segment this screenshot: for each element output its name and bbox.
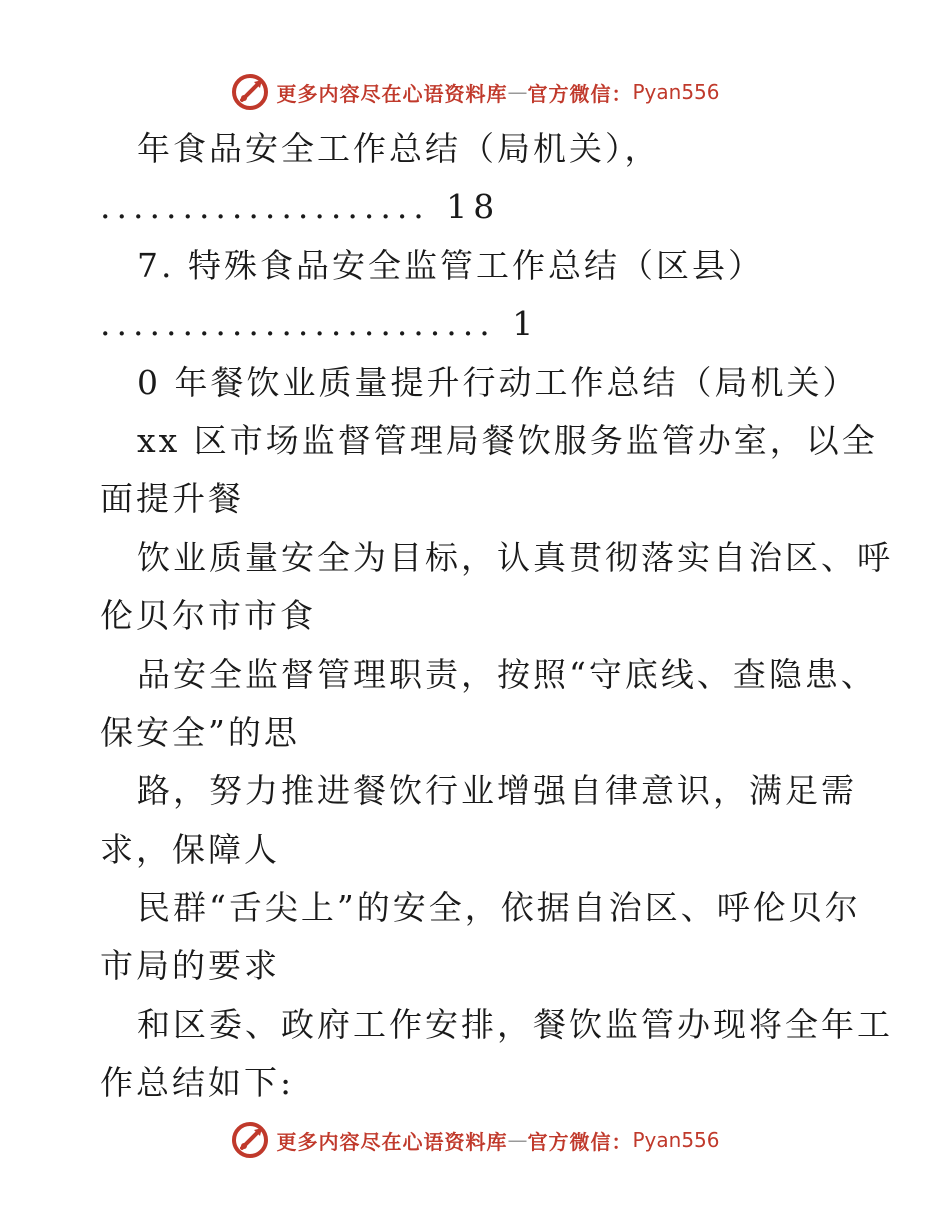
banner-brand-text: 更多内容尽在心语资料库 xyxy=(276,1129,508,1154)
text-line: xx 区市场监督管理局餐饮服务监管办室，以全 xyxy=(137,420,878,460)
brand-logo-icon xyxy=(230,1120,270,1160)
text-line: 保安全”的思 xyxy=(100,712,300,752)
footer-banner xyxy=(0,1118,950,1162)
banner-wechat-id: Pyan556 xyxy=(632,1128,720,1152)
banner-wechat-label: 官方微信： xyxy=(527,1129,633,1154)
toc-dots-line: .................... 18 xyxy=(100,187,501,227)
text-line: 0 年餐饮业质量提升行动工作总结（局机关） xyxy=(137,362,859,402)
text-line: 饮业质量安全为目标，认真贯彻落实自治区、呼 xyxy=(137,537,893,577)
banner-wechat-label: 官方微信： xyxy=(527,81,633,106)
text-line: 路，努力推进餐饮行业增强自律意识，满足需 xyxy=(137,771,857,811)
document-body xyxy=(100,120,893,1113)
header-banner xyxy=(0,70,950,114)
text-line: 7. 特殊食品安全监管工作总结（区县） xyxy=(137,245,764,285)
text-line: 年食品安全工作总结（局机关）， xyxy=(137,129,661,168)
banner-separator: — xyxy=(507,80,528,104)
text-line: 作总结如下: xyxy=(100,1063,295,1103)
banner-separator: — xyxy=(507,1128,528,1152)
text-line: 市局的要求 xyxy=(100,946,280,986)
text-line: 面提升餐 xyxy=(100,479,244,519)
toc-dots-line: ........................ 1 xyxy=(100,304,540,344)
brand-logo-icon xyxy=(230,72,270,112)
banner-wechat-id: Pyan556 xyxy=(632,80,720,104)
text-line: 品安全监督管理职责，按照“守底线、查隐患、 xyxy=(137,654,877,694)
text-line: 民群“舌尖上”的安全，依据自治区、呼伦贝尔 xyxy=(137,888,861,928)
text-line: 求，保障人 xyxy=(100,829,280,869)
banner-brand-text: 更多内容尽在心语资料库 xyxy=(276,81,508,106)
text-line: 伦贝尔市市食 xyxy=(100,596,316,636)
text-line: 和区委、政府工作安排，餐饮监管办现将全年工 xyxy=(137,1004,893,1044)
